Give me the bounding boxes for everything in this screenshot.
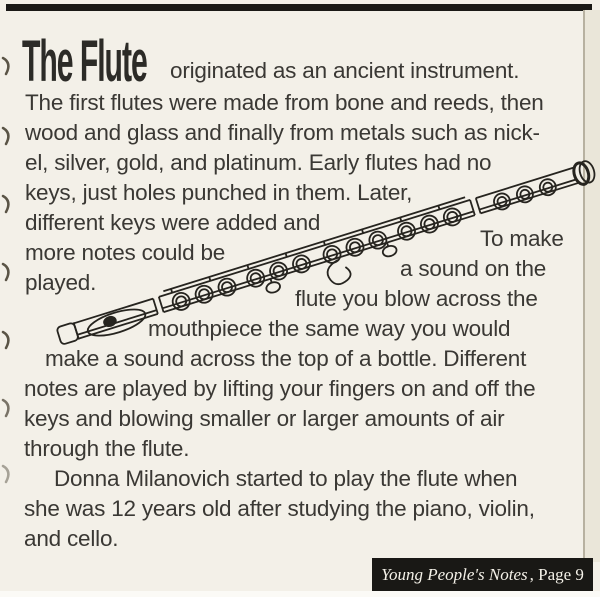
body-text-line: The first flutes were made from bone and reeds, then <box>25 90 544 115</box>
title-continuation-text: originated as an ancient instrument. <box>170 58 520 83</box>
body-text-line: a sound on the <box>400 256 547 281</box>
body-text-line: To make <box>480 226 564 251</box>
page-edge-strip <box>585 10 600 562</box>
body-text-line: different keys were added and <box>25 210 321 235</box>
body-text-line: she was 12 years old after studying the piano, violin, <box>24 496 535 521</box>
body-text-line: el, silver, gold, and platinum. Early flutes had no <box>25 150 492 175</box>
page-title: The Flute <box>22 29 147 94</box>
body-text-line: Donna Milanovich started to play the flute when <box>54 466 518 491</box>
spiral-binding-marks <box>0 0 16 597</box>
body-text-line: flute you blow across the <box>295 286 538 311</box>
footer-bar <box>372 558 593 591</box>
body-text-line: keys and blowing smaller or larger amounts of air <box>24 406 505 431</box>
body-text-line: and cello. <box>24 526 119 551</box>
page-bottom-edge <box>0 591 600 597</box>
body-text-line: wood and glass and finally from metals such as nick- <box>25 120 540 145</box>
body-text-line: more notes could be <box>25 240 226 265</box>
page-edge-line <box>583 10 585 562</box>
body-text-line: through the flute. <box>24 436 190 461</box>
footer-booklet-name: Young People's Notes <box>381 564 528 584</box>
footer-page-number: , Page 9 <box>529 564 584 584</box>
body-text-line: keys, just holes punched in them. Later, <box>25 180 413 205</box>
body-text-line: played. <box>25 270 97 295</box>
body-text-line: notes are played by lifting your fingers on and off the <box>24 376 536 401</box>
body-text-line: mouthpiece the same way you would <box>148 316 511 341</box>
body-text-line: make a sound across the top of a bottle. Different <box>45 346 527 371</box>
top-border-rule <box>6 4 592 11</box>
